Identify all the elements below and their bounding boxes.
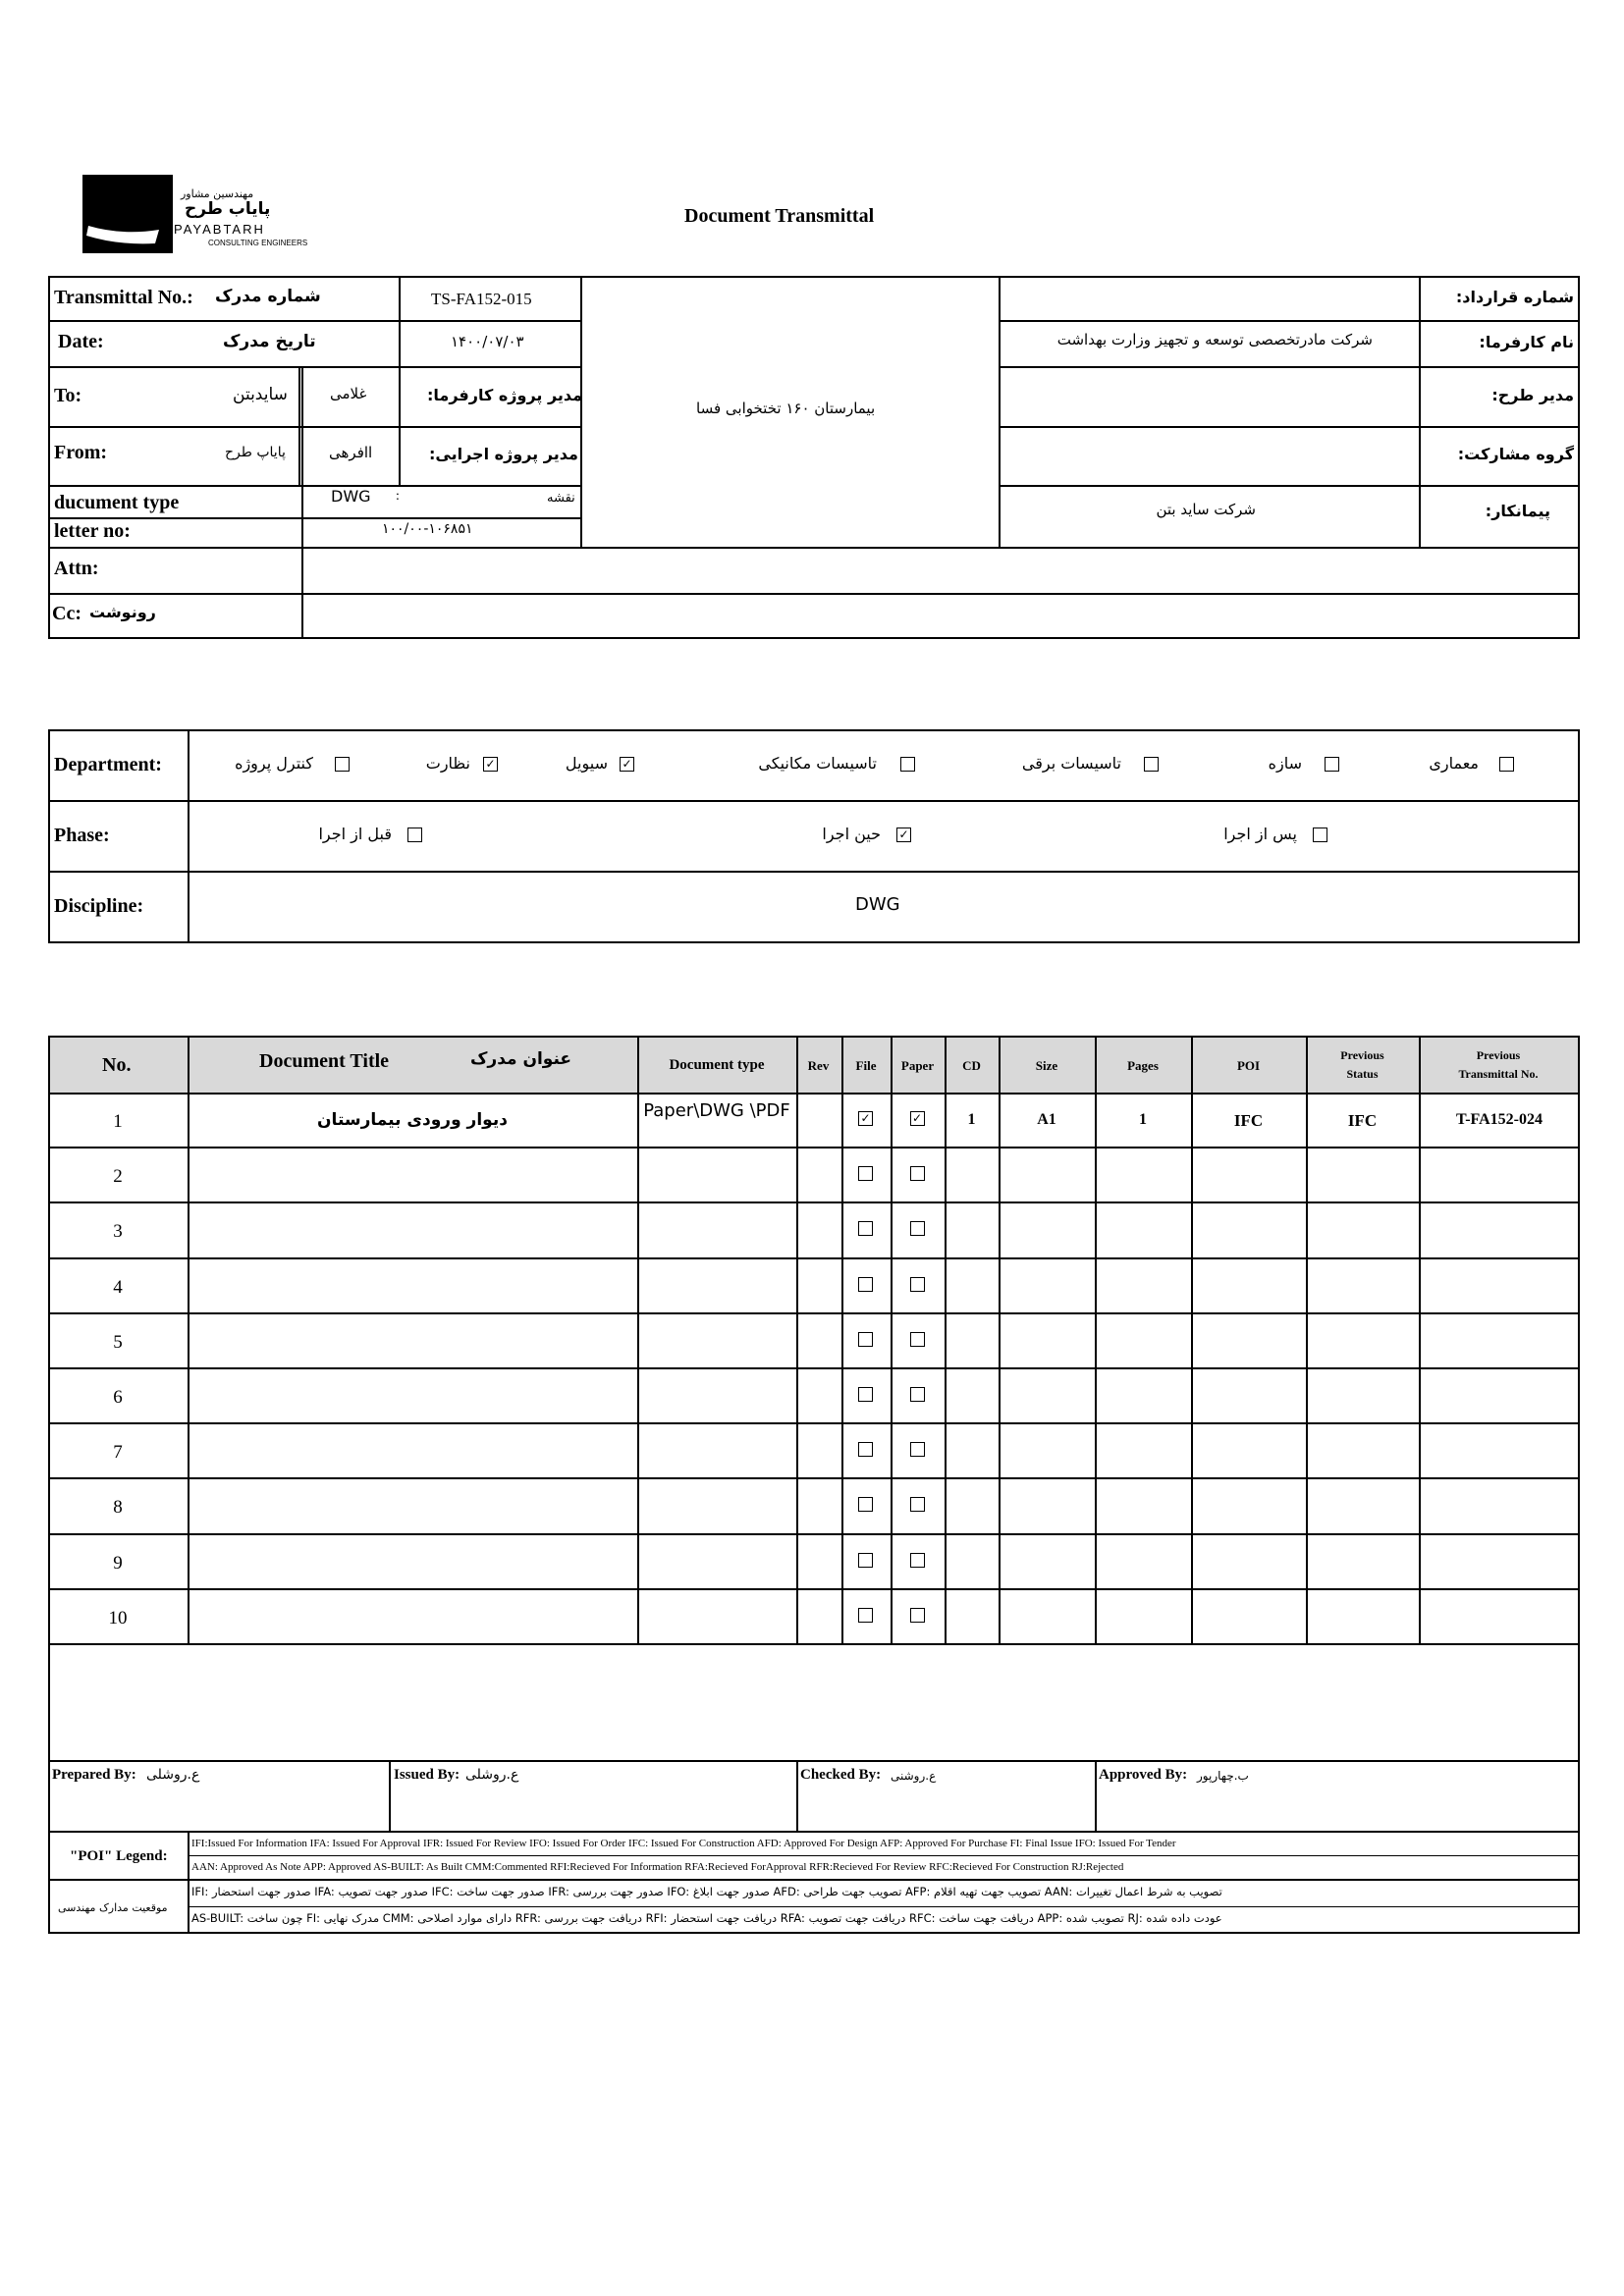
checked-by-label: Checked By: — [800, 1767, 882, 1783]
department-option-label: معماری — [1429, 754, 1479, 773]
col-header-title: Document Title — [259, 1050, 390, 1072]
exec-pm-label: مدیر پروژه اجرایی: — [429, 445, 578, 463]
row-paper-checkbox[interactable] — [910, 1277, 925, 1292]
table-row — [48, 1202, 1580, 1257]
row-prev-status: IFC — [1347, 1111, 1378, 1130]
row-number: 5 — [113, 1331, 123, 1353]
prepared-by-label: Prepared By: — [52, 1767, 136, 1783]
legend-fa-line1: IFI: صدور جهت استحضار IFA: صدور جهت تصویب IFC: صدور جهت ساخت IFR: صدور جهت بررسی IFO: صدور جهت ابلاغ AFD: تصویب جهت طراحی AFP: تصویب جهت تهیه اقلام AAN: تصویب به شرط اعمال تغییرات — [191, 1885, 1222, 1898]
department-option-label: نظارت — [425, 754, 470, 773]
row-paper-checkbox[interactable] — [910, 1166, 925, 1181]
row-number: 2 — [113, 1166, 123, 1188]
department-option-label: تاسیسات برقی — [1021, 754, 1121, 773]
row-number: 3 — [113, 1221, 123, 1243]
row-file-checkbox[interactable] — [858, 1221, 873, 1236]
table-row — [48, 1258, 1580, 1313]
row-file-checkbox[interactable] — [858, 1553, 873, 1568]
row-file-checkbox[interactable]: ✓ — [858, 1111, 873, 1126]
table-row — [48, 1313, 1580, 1368]
row-paper-checkbox[interactable]: ✓ — [910, 1111, 925, 1126]
col-header-doc-type: Document type — [669, 1057, 765, 1073]
approved-by-label: Approved By: — [1099, 1767, 1188, 1783]
col-header-prev-trans-1: Previous — [1476, 1048, 1521, 1062]
col-header-file: File — [855, 1058, 877, 1073]
header-block — [48, 276, 1580, 639]
signatures-block — [48, 1760, 1580, 1834]
row-number: 7 — [113, 1442, 123, 1464]
phase-option-checkbox[interactable] — [407, 828, 422, 842]
department-option-checkbox[interactable] — [1499, 757, 1514, 772]
department-option-checkbox[interactable]: ✓ — [483, 757, 498, 772]
table-row — [48, 1148, 1580, 1202]
logo-mark-icon — [82, 175, 173, 253]
phase-option-label: قبل از اجرا — [318, 825, 392, 843]
legend-fa-label: موقعیت مدارک مهندسی — [58, 1901, 168, 1914]
phase-option-label: پس از اجرا — [1223, 825, 1297, 843]
page-title: Document Transmittal — [684, 205, 875, 227]
company-logo — [82, 175, 308, 253]
legend-block — [48, 1832, 1580, 1934]
col-header-cd: CD — [962, 1058, 981, 1073]
logo-company-fa: مهندسین مشاور — [181, 187, 254, 200]
contractor-label: پیمانکار: — [1485, 502, 1550, 520]
transmittal-no-label-fa: شماره مدرک — [215, 287, 321, 306]
doc-type-value: DWG — [331, 487, 371, 506]
phase-option-checkbox[interactable]: ✓ — [896, 828, 911, 842]
prepared-by-value: ع.روشلی — [146, 1767, 200, 1783]
department-option-label: کنترل پروژه — [235, 754, 313, 773]
cc-label: Cc: — [52, 603, 81, 624]
row-paper-checkbox[interactable] — [910, 1553, 925, 1568]
table-row — [48, 1093, 1580, 1148]
row-title: دیوار ورودی بیمارستان — [317, 1110, 508, 1130]
logo-company-en: PAYABTARH — [174, 222, 265, 237]
department-option-checkbox[interactable] — [1144, 757, 1159, 772]
row-number: 10 — [108, 1607, 128, 1629]
discipline-label: Discipline: — [54, 895, 144, 917]
phase-label: Phase: — [54, 825, 110, 846]
col-header-prev-trans-2: Transmittal No. — [1458, 1067, 1539, 1081]
col-header-rev: Rev — [807, 1058, 830, 1073]
row-paper-checkbox[interactable] — [910, 1608, 925, 1623]
attn-label: Attn: — [54, 558, 99, 579]
issued-by-label: Issued By: — [394, 1767, 460, 1783]
doc-type-label: ducument type — [54, 492, 180, 513]
row-number: 9 — [113, 1552, 123, 1574]
contract-no-label: شماره قرارداد: — [1455, 288, 1574, 306]
to-value: سایدبتن — [233, 385, 288, 404]
transmittal-no-value: TS-FA152-015 — [431, 290, 532, 308]
letter-no-label: letter no: — [54, 520, 131, 542]
row-number: 6 — [113, 1387, 123, 1408]
client-pm-label: مدیر پروژه کارفرما: — [427, 386, 583, 404]
department-option-checkbox[interactable]: ✓ — [620, 757, 634, 772]
project-name: بیمارستان ۱۶۰ تختخوابی فسا — [696, 400, 876, 417]
client-pm-value: غلامی — [330, 385, 367, 402]
row-file-checkbox[interactable] — [858, 1497, 873, 1512]
row-prev-trans: T-FA152-024 — [1456, 1111, 1543, 1128]
legend-fa-line2: AS-BUILT: چون ساخت FI: مدرک نهایی CMM: دارای موارد اصلاحی RFR: دریافت جهت بررسی RFI: دریافت جهت استحضار RFA: دریافت جهت تصویب RFC: دریافت جهت ساخت APP: تصویب شده RJ: عودت داده شده — [191, 1911, 1222, 1925]
client-name-label: نام کارفرما: — [1479, 333, 1574, 351]
row-number: 4 — [113, 1276, 123, 1298]
legend-label: "POI" Legend: — [70, 1848, 168, 1864]
client-name-value: شرکت مادرتخصصی توسعه و تجهیز وزارت بهداشت — [1056, 331, 1373, 348]
date-value: ۱۴۰۰/۰۷/۰۳ — [451, 333, 524, 350]
col-header-prev-status-2: Status — [1346, 1067, 1379, 1081]
department-option-checkbox[interactable] — [900, 757, 915, 772]
row-doc-type: Paper\DWG \PDF — [643, 1100, 790, 1121]
row-paper-checkbox[interactable] — [910, 1497, 925, 1512]
from-value: پایاپ طرح — [225, 445, 286, 460]
row-pages: 1 — [1139, 1111, 1147, 1128]
transmittal-no-label: Transmittal No.: — [54, 287, 193, 308]
table-row — [48, 1478, 1580, 1533]
row-poi: IFC — [1233, 1111, 1264, 1130]
logo-subtitle-en: CONSULTING ENGINEERS — [208, 239, 308, 247]
issued-by-value: ع.روشلی — [465, 1767, 519, 1783]
row-file-checkbox[interactable] — [858, 1608, 873, 1623]
doc-type-sep: : — [396, 489, 400, 504]
department-option-label: تاسیسات مکانیکی — [758, 754, 877, 773]
row-size: A1 — [1037, 1111, 1056, 1128]
department-option-checkbox[interactable] — [335, 757, 350, 772]
row-number: 1 — [113, 1111, 123, 1132]
discipline-value: DWG — [855, 894, 900, 915]
exec-pm-value: اافرهی — [329, 444, 373, 461]
legend-line2: AAN: Approved As Note APP: Approved AS-BUILT: As Built CMM:Commented RFI:Recieved For Information RFA:Recieved ForApproval RFR:Recieved For Review RFC:Recieved For Construction RJ:Rejected — [191, 1861, 1124, 1873]
department-option-label: سیویل — [565, 754, 608, 773]
row-paper-checkbox[interactable] — [910, 1332, 925, 1347]
department-option-checkbox[interactable] — [1325, 757, 1339, 772]
phase-option-label: حین اجرا — [822, 825, 881, 843]
date-label: Date: — [58, 331, 104, 352]
row-number: 8 — [113, 1497, 123, 1519]
to-label: To: — [54, 385, 82, 406]
row-file-checkbox[interactable] — [858, 1277, 873, 1292]
contractor-value: شرکت ساید بتن — [1156, 501, 1256, 518]
table-row — [48, 1368, 1580, 1423]
table-row — [48, 1423, 1580, 1478]
date-label-fa: تاریخ مدرک — [223, 332, 316, 351]
from-label: From: — [54, 442, 108, 463]
col-header-pages: Pages — [1127, 1058, 1159, 1073]
legend-line1: IFI:Issued For Information IFA: Issued For Approval IFR: Issued For Review IFO: Issued For Order IFC: Issued For Construction AFD: Approved For Design AFP: Approved For Purchase FI: Final Issue IFO: Issued For Tender — [191, 1838, 1176, 1849]
col-header-size: Size — [1035, 1058, 1058, 1073]
design-manager-label: مدیر طرح: — [1491, 386, 1574, 404]
table-row — [48, 1534, 1580, 1589]
department-label: Department: — [54, 754, 162, 775]
col-header-paper: Paper — [900, 1058, 935, 1073]
logo-company-name-fa: پایاب طرح — [185, 199, 271, 219]
row-paper-checkbox[interactable] — [910, 1442, 925, 1457]
partnership-label: گروه مشارکت: — [1457, 445, 1574, 463]
col-header-poi: POI — [1236, 1058, 1261, 1073]
doc-type-fa: نقشه — [547, 491, 575, 506]
approved-by-value: ب.چهارپور — [1197, 1769, 1249, 1783]
phase-option-checkbox[interactable] — [1313, 828, 1327, 842]
checked-by-value: ع.روشنی — [891, 1769, 937, 1783]
row-file-checkbox[interactable] — [858, 1387, 873, 1402]
cc-label-fa: رونوشت — [89, 603, 156, 621]
col-header-no: No. — [102, 1054, 132, 1076]
row-file-checkbox[interactable] — [858, 1442, 873, 1457]
classification-block — [48, 729, 1580, 943]
row-paper-checkbox[interactable] — [910, 1387, 925, 1402]
row-paper-checkbox[interactable] — [910, 1221, 925, 1236]
department-option-label: سازه — [1268, 754, 1302, 773]
col-header-title-fa: عنوان مدرک — [470, 1049, 572, 1069]
table-row — [48, 1589, 1580, 1644]
letter-no-value: ۱۰۰/۰۰-۱۰۶۸۵۱ — [382, 521, 473, 537]
row-cd: 1 — [967, 1111, 976, 1128]
col-header-prev-status-1: Previous — [1340, 1048, 1384, 1062]
row-file-checkbox[interactable] — [858, 1332, 873, 1347]
row-file-checkbox[interactable] — [858, 1166, 873, 1181]
